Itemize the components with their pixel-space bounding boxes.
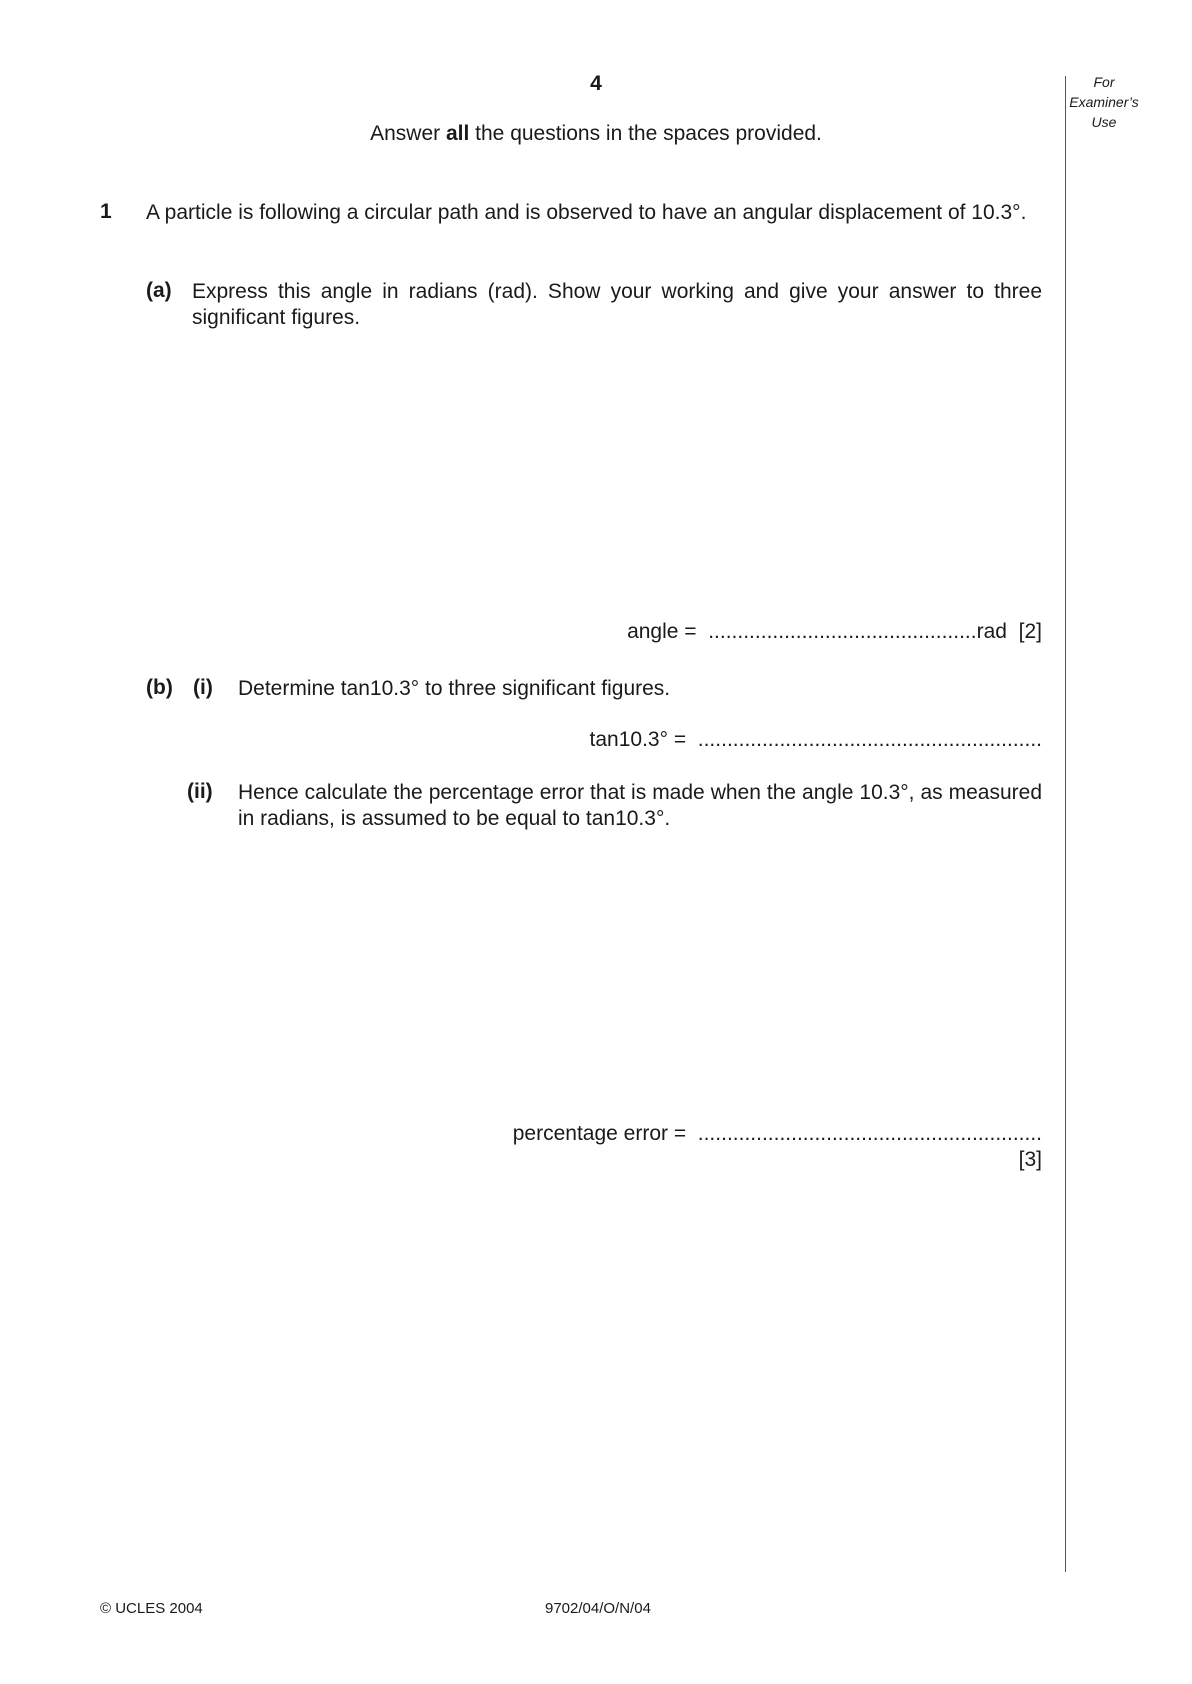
examiner-margin-line xyxy=(1065,76,1066,1572)
part-b-ii-answer-line xyxy=(400,1122,1042,1146)
part-a-answer-dots[interactable]: .............................................. xyxy=(708,620,977,643)
part-b-i-text: Determine tan10.3° to three significant figures. xyxy=(238,677,671,700)
footer-copyright: © UCLES 2004 xyxy=(100,1600,203,1617)
question-stem: A particle is following a circular path and is observed to have an angular displacement of 10.3°. xyxy=(146,201,1027,224)
part-a-text: Express this angle in radians (rad). Show your working and give your answer to three significant figures. xyxy=(192,280,1042,329)
instruction-pre: Answer xyxy=(370,122,446,145)
examiner-line-2: Examiner’s xyxy=(1069,94,1139,110)
part-a-label: (a) xyxy=(146,279,172,302)
part-b-label: (b) xyxy=(146,676,173,699)
part-b-ii-answer-label: percentage error = xyxy=(512,1122,687,1145)
footer-paper-code: 9702/04/O/N/04 xyxy=(545,1600,651,1617)
instruction xyxy=(0,122,1192,146)
part-b-i-answer-label: tan10.3° = xyxy=(589,728,687,751)
part-a-marks: [2] xyxy=(1018,620,1042,643)
page-number: 4 xyxy=(590,72,602,95)
part-b-ii-text: Hence calculate the percentage error that is made when the angle 10.3°, as measured in radians, is assumed to be equal to tan10.3°. xyxy=(238,781,1042,830)
part-b-i-label: (i) xyxy=(193,676,213,699)
examiner-line-1: For xyxy=(1093,74,1115,90)
part-b-ii-answer-dots[interactable]: ........................................................... xyxy=(697,1122,1042,1145)
part-b-ii-marks: [3] xyxy=(1018,1148,1042,1171)
instruction-bold: all xyxy=(445,122,470,145)
part-a-answer-line xyxy=(400,620,1042,644)
instruction-post: the questions in the spaces provided. xyxy=(469,122,822,145)
examiner-line-3: Use xyxy=(1091,114,1117,130)
examiner-use-label xyxy=(1062,72,1146,132)
question-number: 1 xyxy=(100,200,112,223)
part-a-answer-label: angle = xyxy=(627,620,697,643)
part-b-i-answer-dots[interactable]: ........................................................... xyxy=(697,728,1042,751)
part-b-i-answer-line xyxy=(400,728,1042,752)
part-b-ii-label: (ii) xyxy=(187,780,213,803)
part-a-answer-unit: rad xyxy=(976,620,1007,643)
